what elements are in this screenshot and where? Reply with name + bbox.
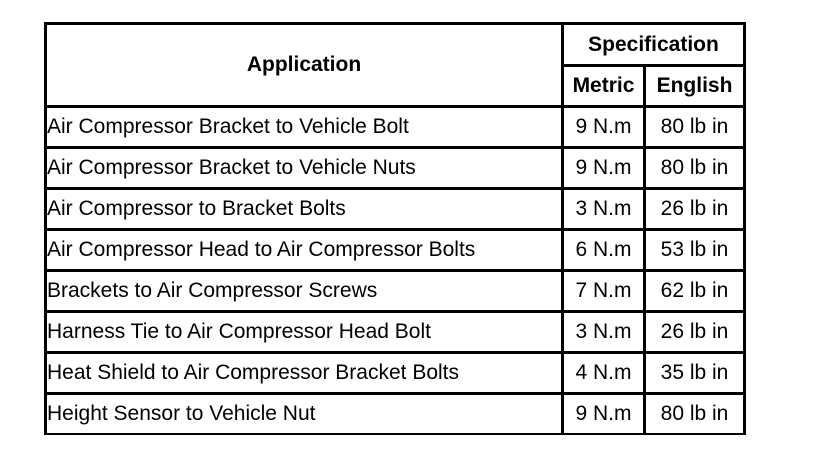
table-row xyxy=(47,190,743,231)
english-cell: 53 lb in xyxy=(646,231,743,272)
specification-header: Specification xyxy=(564,25,743,67)
application-header: Application xyxy=(47,25,564,108)
application-cell: Air Compressor Head to Air Compressor Bolts xyxy=(47,231,564,272)
table-row xyxy=(47,313,743,354)
english-cell: 35 lb in xyxy=(646,354,743,395)
application-cell: Heat Shield to Air Compressor Bracket Bolts xyxy=(47,354,564,395)
application-cell: Air Compressor Bracket to Vehicle Nuts xyxy=(47,149,564,190)
application-cell: Air Compressor Bracket to Vehicle Bolt xyxy=(47,108,564,149)
english-cell: 26 lb in xyxy=(646,313,743,354)
metric-cell: 6 N.m xyxy=(564,231,646,272)
metric-cell: 7 N.m xyxy=(564,272,646,313)
metric-cell: 9 N.m xyxy=(564,108,646,149)
table-row xyxy=(47,231,743,272)
application-cell: Harness Tie to Air Compressor Head Bolt xyxy=(47,313,564,354)
application-cell: Air Compressor to Bracket Bolts xyxy=(47,190,564,231)
metric-cell: 3 N.m xyxy=(564,190,646,231)
english-cell: 26 lb in xyxy=(646,190,743,231)
metric-cell: 9 N.m xyxy=(564,149,646,190)
metric-header: Metric xyxy=(564,67,646,108)
table-row xyxy=(47,272,743,313)
english-header: English xyxy=(646,67,743,108)
table-row xyxy=(47,354,743,395)
english-cell: 80 lb in xyxy=(646,149,743,190)
table-row xyxy=(47,395,743,433)
metric-cell: 9 N.m xyxy=(564,395,646,433)
table-row xyxy=(47,108,743,149)
english-cell: 80 lb in xyxy=(660,402,729,425)
header-row-top xyxy=(47,25,743,67)
application-cell: Brackets to Air Compressor Screws xyxy=(47,272,564,313)
table-row xyxy=(47,149,743,190)
torque-spec-table xyxy=(44,22,746,435)
application-cell: Height Sensor to Vehicle Nut xyxy=(47,395,564,433)
metric-cell: 3 N.m xyxy=(564,313,646,354)
english-cell: 80 lb in xyxy=(646,108,743,149)
metric-cell: 4 N.m xyxy=(564,354,646,395)
english-cell: 62 lb in xyxy=(646,272,743,313)
